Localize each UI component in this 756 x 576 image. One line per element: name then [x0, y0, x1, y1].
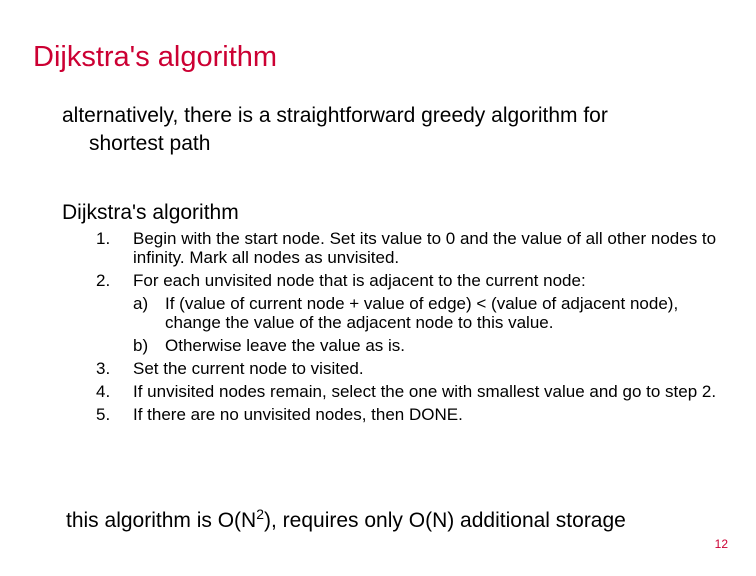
step-number: 4.	[96, 382, 111, 401]
step-item-2	[96, 271, 736, 355]
substep-text: If (value of current node + value of edge) < (value of adjacent node), change the value of the adjacent node to this value.	[165, 294, 679, 332]
step-text: If there are no unvisited nodes, then DONE.	[133, 405, 463, 424]
complexity-note	[66, 507, 626, 535]
substep-letter: a)	[133, 294, 149, 313]
intro-line-2: shortest path	[89, 132, 211, 155]
step-item-1	[96, 229, 736, 267]
step-text: Begin with the start node. Set its value to 0 and the value of all other nodes to infinity. Mark all nodes as unvisited.	[133, 229, 717, 267]
substep-letter: b)	[133, 336, 149, 355]
step-item-3	[96, 359, 736, 378]
step-text: For each unvisited node that is adjacent to the current node:	[133, 271, 586, 290]
complexity-exponent: 2	[256, 506, 265, 522]
intro-paragraph	[62, 102, 722, 158]
substep-item-b	[133, 336, 736, 355]
step-number: 1.	[96, 229, 111, 248]
step-item-4	[96, 382, 736, 401]
step-text: If unvisited nodes remain, select the one with smallest value and go to step 2.	[133, 382, 717, 401]
step-item-5	[96, 405, 736, 424]
page-number: 12	[714, 537, 728, 551]
complexity-note-before: this algorithm is O(N	[66, 509, 257, 532]
intro-line-1: alternatively, there is a straightforward greedy algorithm for	[62, 104, 608, 127]
step-number: 5.	[96, 405, 111, 424]
substep-text: Otherwise leave the value as is.	[165, 336, 406, 355]
step-number: 2.	[96, 271, 111, 290]
algorithm-steps-list	[96, 229, 736, 428]
step-number: 3.	[96, 359, 111, 378]
slide-title: Dijkstra's algorithm	[33, 41, 278, 73]
step-text: Set the current node to visited.	[133, 359, 364, 378]
algorithm-subheading: Dijkstra's algorithm	[62, 201, 239, 224]
substep-item-a	[133, 294, 736, 332]
complexity-note-after: ), requires only O(N) additional storage	[264, 509, 626, 532]
